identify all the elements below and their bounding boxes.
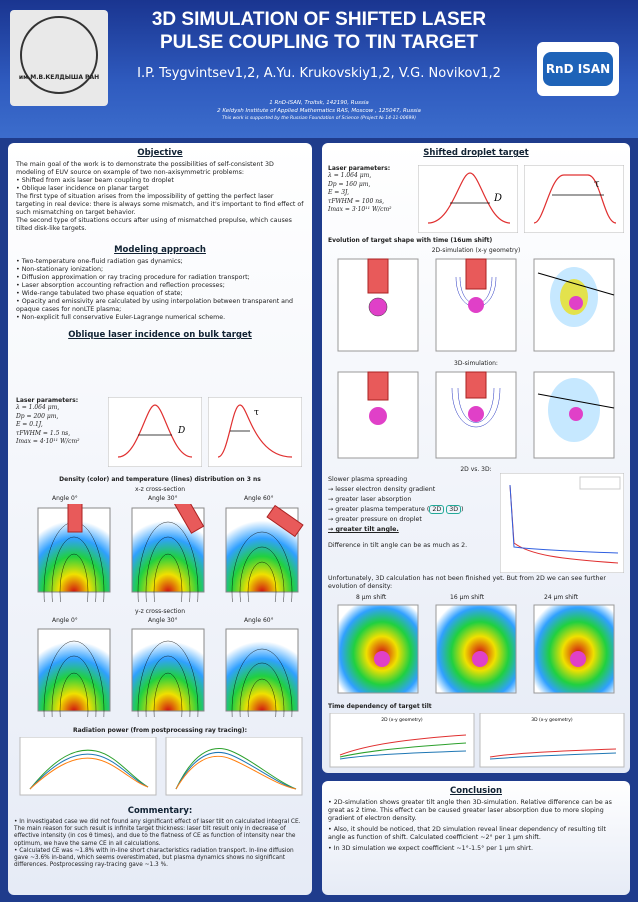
unfinished-text: Unfortunately, 3D calculation has not been finished yet. But from 2D we can see further evolution of density: — [328, 575, 606, 590]
modeling-item: • Laser absorption accounting refraction and reflection processes; — [16, 282, 225, 289]
tilt-difference: Difference in tilt angle can be as much as 2. — [328, 542, 468, 549]
vs-comparison-plot — [500, 473, 624, 573]
density-title: Density (color) and temperature (lines) distribution on 3 ns — [59, 476, 261, 483]
shifted-param: Imax = 3·10¹¹ W/cm² — [328, 206, 392, 213]
modeling-item: • Wide-range tabulated two phase equation of state; — [16, 290, 183, 297]
poster-header — [0, 0, 638, 138]
oblique-param: τFWHM = 1.5 ns, — [16, 429, 71, 437]
tilt-time-plots — [326, 713, 626, 769]
tilt-chart-title-2d: 2D (x-y geometry) — [381, 718, 423, 723]
vs-line-temp-text: → greater plasma temperature ( — [328, 506, 430, 513]
conclusion-bullet-1: • 2D-simulation shows greater tilt angle then 3D-simulation. Relative difference can be as great as 2 time. This effect can be caused greater laser absorption due to more sloping gradient of electron density. — [328, 799, 612, 822]
shifted-spatial-profile-plot — [418, 165, 518, 233]
support-note: This work is supported by the Russian Foundation of Science (Project № 14-11-00699) — [221, 116, 417, 121]
shifted-param: λ = 1.064 μm, — [328, 172, 372, 179]
vs-title: 2D vs. 3D: — [460, 466, 492, 473]
shifted-param: E = 3J, — [328, 189, 349, 196]
vs-line: → greater pressure on droplet — [328, 516, 422, 523]
commentary-heading: Commentary: — [127, 806, 193, 816]
vs-line-temperature: → greater plasma temperature ( 2D 3D ) — [328, 506, 464, 513]
commentary-block — [8, 803, 312, 869]
oblique-param: Imax = 4·10¹¹ W/cm² — [16, 438, 80, 445]
radiation-title: Radiation power (from postprocessing ray tracing): — [72, 727, 248, 734]
objective-bullet-2: • Oblique laser incidence on planar target — [16, 185, 149, 192]
oblique-plot-d-label: D — [178, 426, 186, 436]
oblique-temporal-profile-plot — [208, 397, 302, 467]
conclusion-bullet-2: • Also, it should be noticed, that 2D simulation reveal linear dependency of resulting tilt angle as function of shift. Calculated coefficient ~2° per 1 μm shift. — [328, 826, 606, 841]
vs-line: Slower plasma spreading — [328, 476, 408, 483]
title-line-2: PULSE COUPLING TO TIN TARGET — [159, 32, 479, 53]
objective-heading: Objective — [137, 148, 183, 158]
objective-intro: The main goal of the work is to demonstrate the possibilities of self-consistent 3D modeling of EUV source on example of two non-axisymmetric problems: — [16, 161, 274, 176]
objective-para-3: The second type of situations occurs after using of mismatched prepulse, which causes tilted disk-like targets. — [16, 217, 292, 232]
vs-line: → lesser electron density gradient — [328, 486, 436, 493]
affiliations — [112, 99, 526, 123]
commentary-bullet-1: • In investigated case we did not found any significant effect of laser tilt on calculated integral CE. The main reason for such result is infinite target thickness: laser tilt result only in decrease of effective intensity (in cos θ times), and due to the flatness of CE as function of intensity near the optimum, we have the same CE in all calculations. — [14, 819, 301, 847]
oblique-params-label: Laser parameters: — [16, 397, 79, 404]
left-column — [8, 143, 312, 895]
vs-list — [328, 476, 498, 550]
affiliation-1: 1 RnD-ISAN, Troitsk, 142190, Russia — [269, 100, 369, 106]
oblique-laser-params — [16, 397, 96, 447]
vs-line: → greater tilt angle. — [328, 526, 399, 533]
shift-label: 8 μm shift — [356, 594, 387, 601]
sim-3d-label: 3D-simulation: — [454, 360, 498, 367]
vs-line: → greater laser absorption — [328, 496, 412, 503]
right-column — [322, 143, 630, 773]
shifted-params-label: Laser parameters: — [328, 165, 391, 172]
oblique-spatial-profile-plot — [108, 397, 202, 467]
modeling-list — [8, 258, 312, 322]
keldysh-logo — [10, 10, 108, 106]
sim-2d-label: 2D-simulation (x-y geometry) — [431, 247, 521, 254]
shift-label: 16 μm shift — [450, 594, 485, 601]
xz-density-maps — [16, 504, 306, 602]
authors: I.P. Tsygvintsev1,2, A.Yu. Krukovskiy1,2, V.G. Novikov1,2 — [137, 66, 501, 81]
logo-ring — [20, 16, 98, 94]
yz-cross-section-label: y-z cross-section — [135, 608, 185, 615]
conclusion-bullet-3: • In 3D simulation we expect coefficient ~1°-1.5° per 1 μm shirt. — [328, 845, 533, 852]
shifted-param: Dp = 160 μm, — [328, 180, 371, 188]
shifted-plot-tau-label: τ — [594, 179, 600, 190]
evolution-title: Evolution of target shape with time (16um shift) — [328, 237, 493, 244]
commentary-bullet-2: • Calculated CE was ~1.8% with in-line short characteristics radiation transport. In-line diffusion gave ~3.6% in-band, which seems overestimated, but plasma dynamics shows no significant differences. Postprocessing ray-tracing gave ~1.3 %. — [14, 847, 294, 869]
xz-cross-section-label: x-z cross-section — [134, 486, 186, 493]
angle-label: Angle 30° — [148, 495, 178, 502]
poster-title — [112, 8, 526, 54]
title-line-1: 3D SIMULATION OF SHIFTED LASER — [151, 9, 487, 30]
modeling-heading: Modeling approach — [114, 245, 206, 255]
conclusion-heading: Conclusion — [450, 786, 502, 796]
unfinished-note — [328, 575, 624, 591]
shifted-heading: Shifted droplet target — [423, 148, 529, 158]
rnd-isan-logo — [537, 42, 619, 96]
angle-label: Angle 0° — [52, 495, 78, 502]
affiliation-2: 2 Keldysh Institute of Applied Mathematics RAS, Moscow , 125047, Russia — [217, 108, 421, 114]
oblique-param: Dp = 200 μm, — [16, 412, 59, 420]
modeling-item: • Non-stationary ionization; — [16, 266, 104, 273]
angle-label: Angle 0° — [52, 617, 78, 624]
modeling-item: • Two-temperature one-fluid radiation gas dynamics; — [16, 258, 183, 265]
angle-label: Angle 30° — [148, 617, 178, 624]
modeling-item: • Diffusion approximation or ray tracing procedure for radiation transport; — [16, 274, 250, 281]
modeling-item: • Non-explicit full conservative Euler-Lagrange numerical scheme. — [16, 314, 226, 321]
radiation-power-plots — [16, 737, 306, 797]
evolution-3d-maps — [326, 370, 626, 462]
evolution-2d-maps — [326, 257, 626, 357]
angle-label: Angle 60° — [244, 617, 274, 624]
shifted-temporal-profile-plot — [524, 165, 624, 233]
conclusion-panel — [322, 781, 630, 895]
modeling-item: • Opacity and emissivity are calculated by using interpolation between transparent and opaque cases for nonLTE plasma; — [16, 298, 294, 313]
oblique-param: λ = 1.064 μm, — [16, 404, 60, 411]
tilt-title: Time dependency of target tilt — [328, 703, 432, 710]
objective-bullet-1: • Shifted from axis laser beam coupling to droplet — [16, 177, 174, 184]
objective-para-2: The first type of situation arises from the impossibility of getting the perfect laser targeting in real device: there is always some mismatch, and it's important to find effect of such mismatching on target behavior. — [16, 193, 304, 216]
rnd-isan-badge: RnD ISAN — [543, 52, 613, 86]
tag-2d: 2D — [429, 505, 444, 514]
yz-density-maps — [16, 627, 306, 717]
logo-left-text: им.М.В.КЕЛДЫША РАН — [18, 74, 100, 81]
oblique-plot-tau-label: τ — [254, 408, 259, 418]
tilt-chart-title-3d: 3D (x-y geometry) — [531, 718, 573, 723]
shift-label: 24 μm shift — [544, 594, 579, 601]
angle-label: Angle 60° — [244, 495, 274, 502]
oblique-param: E = 0.1J, — [16, 421, 43, 428]
tag-3d: 3D — [446, 505, 461, 514]
shifted-laser-params — [328, 165, 418, 215]
shift-density-maps — [326, 603, 626, 699]
shifted-param: τFWHM = 100 ns, — [328, 197, 385, 205]
shifted-plot-d-label: D — [494, 193, 503, 204]
oblique-heading: Oblique laser incidence on bulk target — [68, 330, 252, 340]
